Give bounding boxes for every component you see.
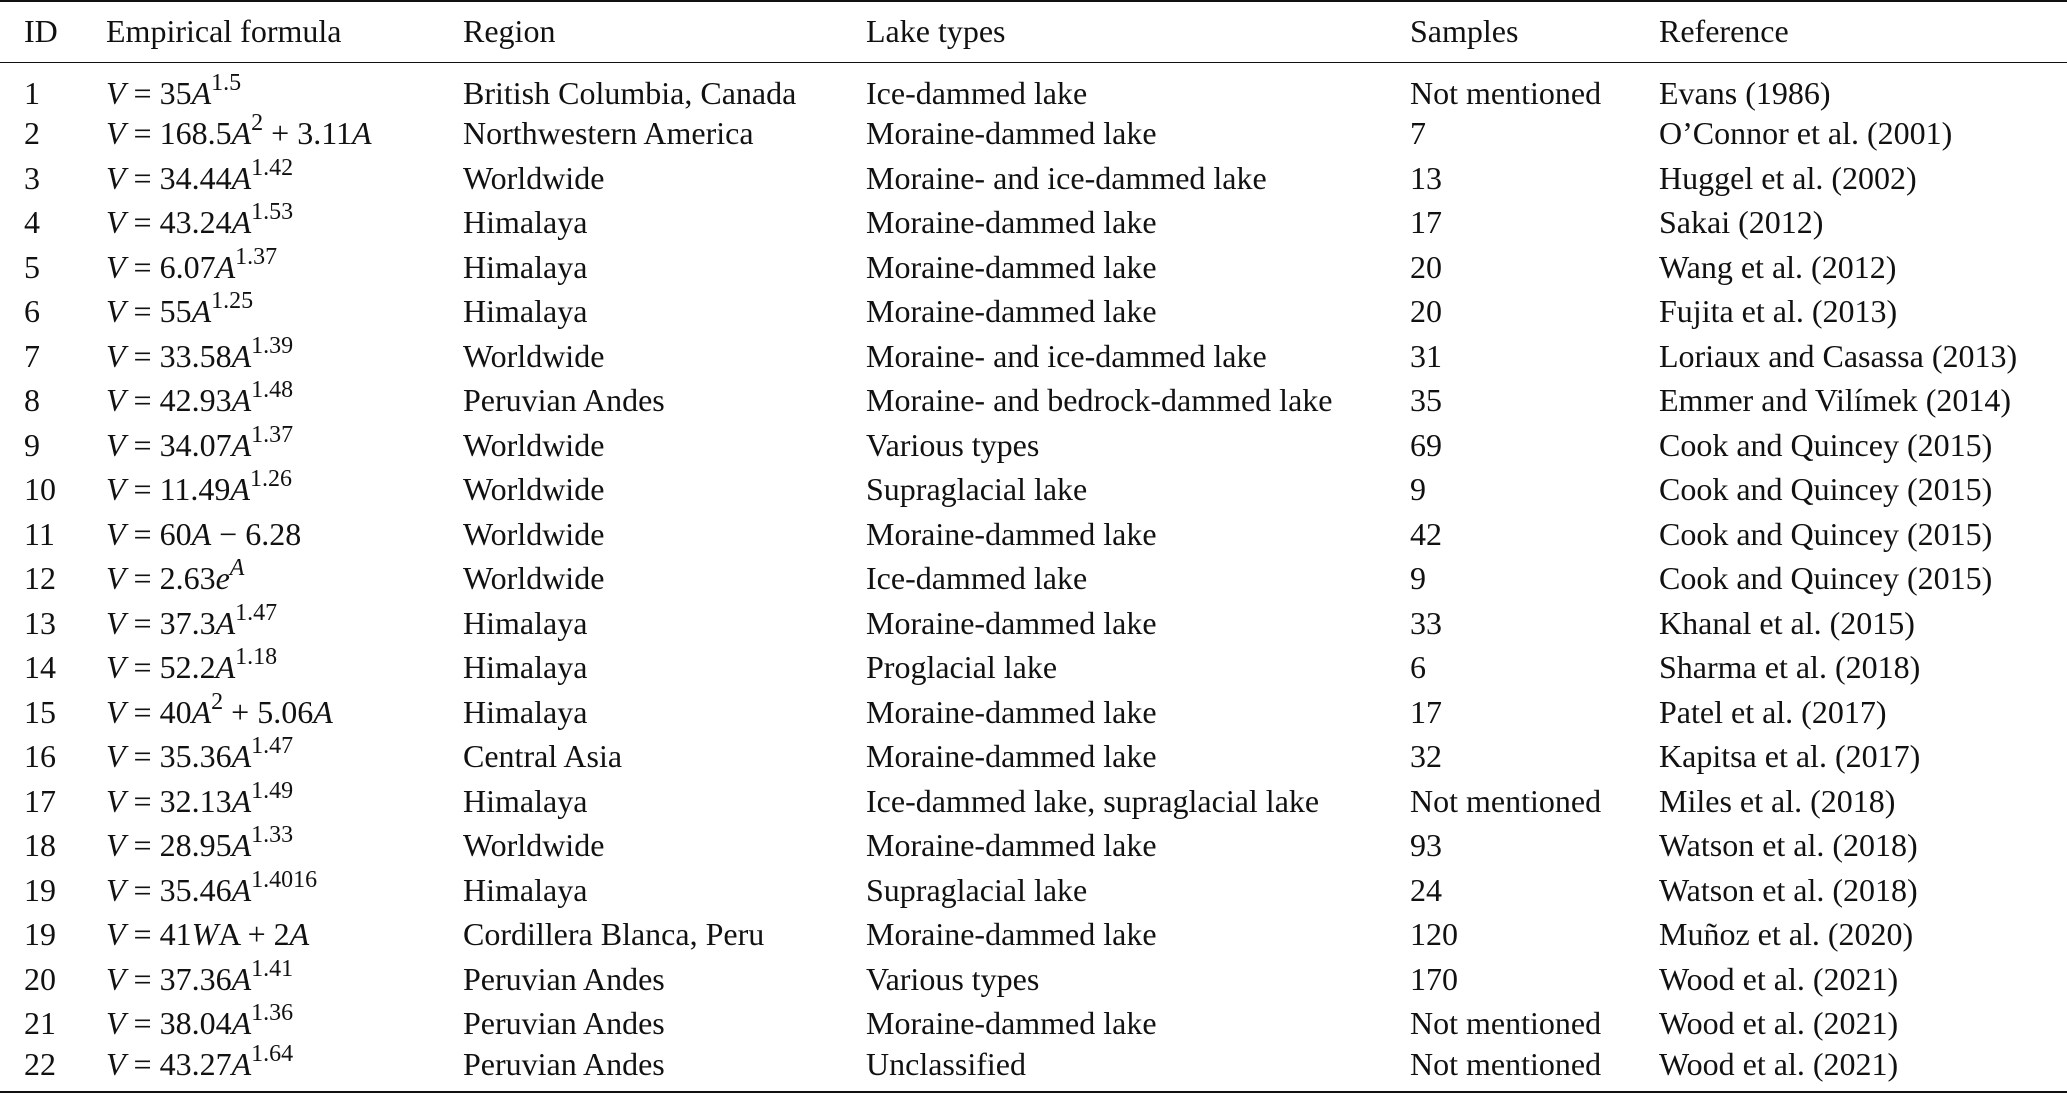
cell-lake-type: Moraine-dammed lake [866, 115, 1157, 152]
header-reference: Reference [1659, 1, 2067, 62]
cell-lake-type: Moraine- and ice-dammed lake [866, 337, 1267, 374]
cell-id: 7 [24, 337, 40, 374]
cell-lake-type: Unclassified [866, 1046, 1410, 1092]
cell-id: 2 [24, 115, 40, 152]
cell-reference: Cook and Quincey (2015) [1659, 426, 1993, 463]
table-row [0, 557, 2067, 602]
cell-id: 22 [0, 1046, 106, 1092]
cell-formula: $V = 55A^{1.25}$ [106, 288, 254, 330]
header-region: Region [463, 1, 866, 62]
cell-lake-type: Moraine- and bedrock-dammed lake [866, 382, 1333, 419]
cell-reference: Cook and Quincey (2015) [1659, 515, 1993, 552]
table-row [0, 423, 2067, 468]
cell-samples: 42 [1410, 515, 1442, 552]
cell-reference: Huggel et al. (2002) [1659, 159, 1917, 196]
cell-samples: 7 [1410, 115, 1426, 152]
table-row [0, 468, 2067, 513]
cell-lake-type: Ice-dammed lake, supraglacial lake [866, 782, 1320, 819]
cell-formula: $V = 35.36A^{1.47}$ [106, 733, 294, 775]
table-row [0, 601, 2067, 646]
cell-reference: Cook and Quincey (2015) [1659, 471, 1993, 508]
cell-formula: $V = 43.24A^{1.53}$ [106, 199, 294, 241]
cell-region: Worldwide [463, 560, 605, 597]
cell-samples: Not mentioned [1410, 1005, 1602, 1042]
cell-reference: Watson et al. (2018) [1659, 871, 1918, 908]
cell-id: 19 [24, 871, 56, 908]
cell-lake-type: Moraine-dammed lake [866, 916, 1157, 953]
cell-formula: $V = 43.27A^{1.64}$ [106, 1046, 463, 1092]
cell-region: Northwestern America [463, 115, 754, 152]
cell-samples: 170 [1410, 960, 1458, 997]
cell-lake-type: Moraine- and ice-dammed lake [866, 159, 1267, 196]
cell-id: 1 [24, 74, 40, 111]
cell-samples: 35 [1410, 382, 1442, 419]
cell-reference: Evans (1986) [1659, 74, 1831, 111]
cell-region: Worldwide [463, 426, 605, 463]
cell-id: 4 [24, 204, 40, 241]
cell-samples: 9 [1410, 471, 1426, 508]
cell-reference: Khanal et al. (2015) [1659, 604, 1915, 641]
cell-region: Worldwide [463, 337, 605, 374]
cell-formula: $V = 40A^2 + 5.06A$ [106, 688, 333, 730]
cell-reference: Muñoz et al. (2020) [1659, 916, 1914, 953]
table-body [0, 62, 2067, 1092]
cell-samples: 32 [1410, 738, 1442, 775]
cell-samples: 17 [1410, 693, 1442, 730]
cell-region: Peruvian Andes [463, 1005, 665, 1042]
cell-formula: $V = 35.46A^{1.4016}$ [106, 866, 318, 908]
cell-samples: 120 [1410, 916, 1458, 953]
cell-id: 13 [24, 604, 56, 641]
cell-samples: Not mentioned [1410, 782, 1602, 819]
cell-id: 16 [24, 738, 56, 775]
cell-region: Worldwide [463, 827, 605, 864]
table-row [0, 868, 2067, 913]
cell-formula: $V = 32.13A^{1.49}$ [106, 777, 294, 819]
cell-reference: Cook and Quincey (2015) [1659, 560, 1993, 597]
cell-lake-type: Ice-dammed lake [866, 560, 1088, 597]
cell-lake-type: Moraine-dammed lake [866, 293, 1157, 330]
cell-lake-type: Moraine-dammed lake [866, 738, 1157, 775]
cell-samples: 9 [1410, 560, 1426, 597]
cell-id: 19 [24, 916, 56, 953]
table-row [0, 913, 2067, 958]
cell-reference: Wang et al. (2012) [1659, 248, 1897, 285]
table-row [0, 334, 2067, 379]
cell-reference: Watson et al. (2018) [1659, 827, 1918, 864]
cell-formula: $V = 52.2A^{1.18}$ [106, 644, 278, 686]
cell-samples: 69 [1410, 426, 1442, 463]
cell-reference: Kapitsa et al. (2017) [1659, 738, 1921, 775]
cell-region: Cordillera Blanca, Peru [463, 916, 765, 953]
header-row [0, 1, 2067, 62]
header-formula: Empirical formula [106, 1, 463, 62]
cell-samples: 6 [1410, 649, 1426, 686]
table-row [0, 957, 2067, 1002]
cell-reference: Miles et al. (2018) [1659, 782, 1896, 819]
cell-region: Worldwide [463, 515, 605, 552]
table-row [0, 1002, 2067, 1047]
cell-samples: 20 [1410, 248, 1442, 285]
table-row [0, 646, 2067, 691]
cell-formula: V = 41WA + 2A [106, 916, 310, 953]
cell-region: Himalaya [463, 604, 588, 641]
cell-formula: $V = 2.63e^A$ [106, 555, 245, 597]
header-samples: Samples [1410, 1, 1659, 62]
cell-reference: Sharma et al. (2018) [1659, 649, 1921, 686]
cell-region: Worldwide [463, 159, 605, 196]
cell-formula: $V = 35A^{1.5}$ [106, 69, 242, 111]
cell-samples: Not mentioned [1410, 1046, 1659, 1092]
cell-region: Peruvian Andes [463, 960, 665, 997]
cell-formula: V = 60A − 6.28 [106, 515, 302, 552]
cell-formula: $V = 33.58A^{1.39}$ [106, 332, 294, 374]
table-row [0, 379, 2067, 424]
cell-lake-type: Moraine-dammed lake [866, 515, 1157, 552]
cell-reference: Wood et al. (2021) [1659, 1005, 1899, 1042]
cell-id: 6 [24, 293, 40, 330]
cell-samples: 20 [1410, 293, 1442, 330]
cell-id: 20 [24, 960, 56, 997]
cell-samples: 17 [1410, 204, 1442, 241]
table-row [0, 690, 2067, 735]
cell-lake-type: Various types [866, 426, 1040, 463]
cell-id: 9 [24, 426, 40, 463]
cell-formula: $V = 38.04A^{1.36}$ [106, 1000, 294, 1042]
cell-reference: O’Connor et al. (2001) [1659, 115, 1953, 152]
cell-region: Himalaya [463, 248, 588, 285]
table-row [0, 824, 2067, 869]
cell-formula: $V = 28.95A^{1.33}$ [106, 822, 294, 864]
cell-region: British Columbia, Canada [463, 74, 797, 111]
table-row [0, 779, 2067, 824]
cell-formula: $V = 6.07A^{1.37}$ [106, 243, 278, 285]
cell-formula: $V = 34.44A^{1.42}$ [106, 154, 294, 196]
cell-region: Worldwide [463, 471, 605, 508]
cell-reference: Wood et al. (2021) [1659, 960, 1899, 997]
cell-lake-type: Moraine-dammed lake [866, 204, 1157, 241]
cell-region: Central Asia [463, 738, 623, 775]
table-row [0, 156, 2067, 201]
cell-region: Himalaya [463, 649, 588, 686]
cell-id: 17 [24, 782, 56, 819]
cell-samples: 33 [1410, 604, 1442, 641]
cell-samples: Not mentioned [1410, 74, 1602, 111]
cell-region: Peruvian Andes [463, 382, 665, 419]
cell-region: Himalaya [463, 782, 588, 819]
cell-region: Himalaya [463, 693, 588, 730]
cell-reference: Loriaux and Casassa (2013) [1659, 337, 2018, 374]
table-row [0, 512, 2067, 557]
cell-id: 12 [24, 560, 56, 597]
cell-id: 10 [24, 471, 56, 508]
cell-id: 21 [24, 1005, 56, 1042]
cell-region: Peruvian Andes [463, 1046, 866, 1092]
cell-samples: 13 [1410, 159, 1442, 196]
cell-lake-type: Moraine-dammed lake [866, 693, 1157, 730]
table-row [0, 201, 2067, 246]
header-id: ID [0, 1, 106, 62]
cell-lake-type: Moraine-dammed lake [866, 248, 1157, 285]
cell-formula: $V = 42.93A^{1.48}$ [106, 377, 294, 419]
cell-id: 14 [24, 649, 56, 686]
cell-lake-type: Proglacial lake [866, 649, 1058, 686]
table-row [0, 112, 2067, 157]
cell-id: 18 [24, 827, 56, 864]
cell-formula: $V = 37.36A^{1.41}$ [106, 955, 294, 997]
table-row [0, 735, 2067, 780]
cell-lake-type: Moraine-dammed lake [866, 827, 1157, 864]
cell-formula: $V = 34.07A^{1.37}$ [106, 421, 294, 463]
cell-reference: Emmer and Vilímek (2014) [1659, 382, 2012, 419]
cell-samples: 31 [1410, 337, 1442, 374]
table-row [0, 62, 2067, 112]
cell-lake-type: Various types [866, 960, 1040, 997]
cell-id: 15 [24, 693, 56, 730]
cell-region: Himalaya [463, 871, 588, 908]
table-row [0, 290, 2067, 335]
table-row [0, 1046, 2067, 1092]
cell-id: 11 [24, 515, 55, 552]
cell-id: 5 [24, 248, 40, 285]
cell-formula: $V = 37.3A^{1.47}$ [106, 599, 278, 641]
cell-reference: Fujita et al. (2013) [1659, 293, 1898, 330]
cell-lake-type: Moraine-dammed lake [866, 604, 1157, 641]
cell-id: 3 [24, 159, 40, 196]
cell-lake-type: Supraglacial lake [866, 871, 1088, 908]
cell-formula: $V = 11.49A^{1.26}$ [106, 466, 292, 508]
cell-id: 8 [24, 382, 40, 419]
cell-reference: Sakai (2012) [1659, 204, 1824, 241]
cell-region: Himalaya [463, 293, 588, 330]
cell-reference: Patel et al. (2017) [1659, 693, 1887, 730]
cell-reference: Wood et al. (2021) [1659, 1046, 2067, 1092]
table-header [0, 1, 2067, 62]
cell-lake-type: Moraine-dammed lake [866, 1005, 1157, 1042]
cell-samples: 93 [1410, 827, 1442, 864]
cell-lake-type: Supraglacial lake [866, 471, 1088, 508]
header-lake-types: Lake types [866, 1, 1410, 62]
cell-formula: $V = 168.5A^2 + 3.11A$ [106, 110, 372, 152]
cell-region: Himalaya [463, 204, 588, 241]
cell-lake-type: Ice-dammed lake [866, 74, 1088, 111]
cell-samples: 24 [1410, 871, 1442, 908]
table-row [0, 245, 2067, 290]
